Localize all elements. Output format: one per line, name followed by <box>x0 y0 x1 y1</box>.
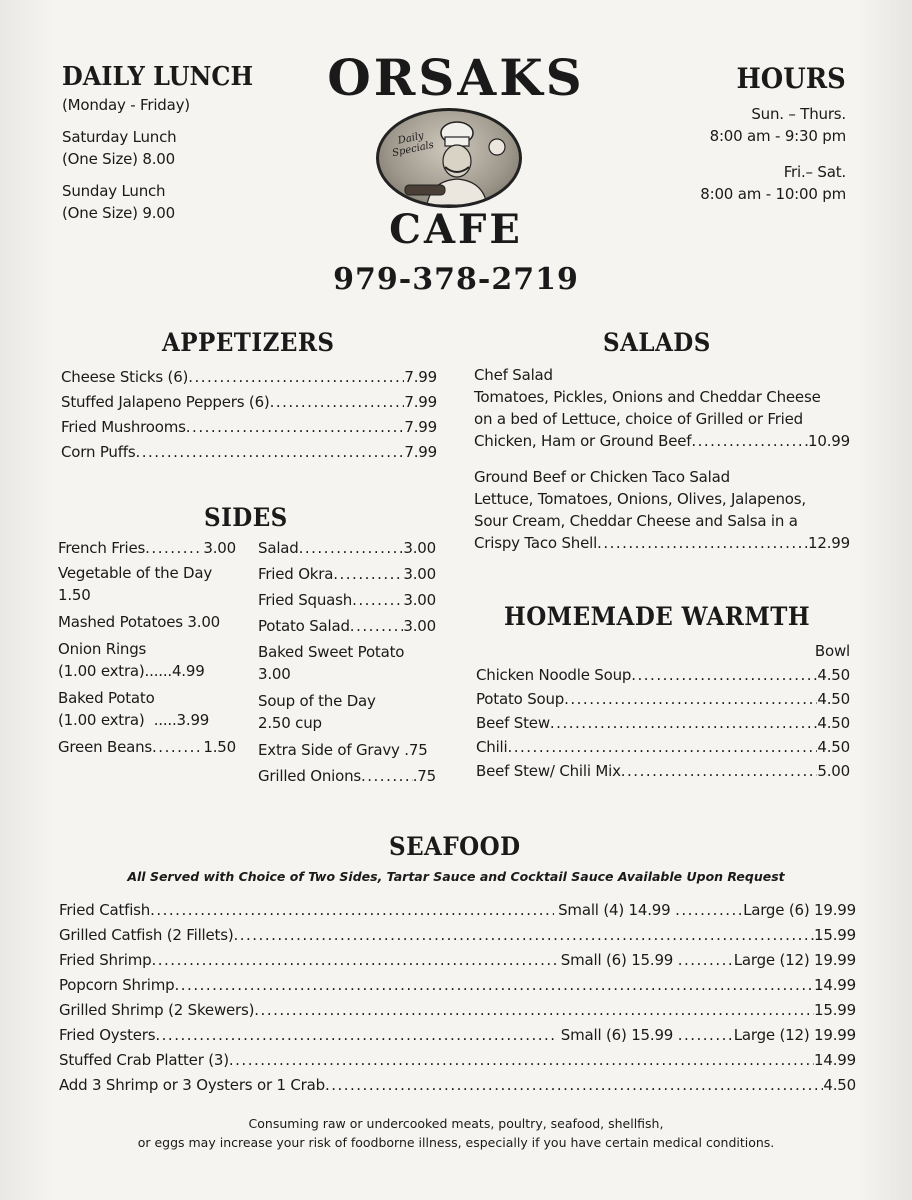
menu-item: Fried Okra ..... 3.00 <box>258 563 436 589</box>
menu-item: Corn Puffs ..... 7.99 <box>61 441 437 466</box>
menu-item: Stuffed Crab Platter (3) ..... 14.99 <box>59 1049 856 1074</box>
chef-salad-desc-1: Tomatoes, Pickles, Onions and Cheddar Cheese <box>474 388 821 406</box>
menu-item: Potato Soup ..... 4.50 <box>476 688 850 712</box>
salads-title: SALADS <box>603 328 711 357</box>
menu-item: Salad ..... 3.00 <box>258 537 436 563</box>
appetizers-title: APPETIZERS <box>162 328 335 357</box>
chef-salad-desc-2: on a bed of Lettuce, choice of Grilled or Fried <box>474 410 803 428</box>
menu-item: Green Beans ..... 1.50 <box>58 736 236 761</box>
daily-specials-badge: Daily Specials <box>391 130 435 160</box>
homemade-warmth-title: HOMEMADE WARMTH <box>504 602 811 631</box>
salads-list <box>474 364 850 554</box>
chef-salad-price-line: Chicken, Ham or Ground Beef ..... 10.99 <box>474 430 850 452</box>
menu-item: Vegetable of the Day <box>58 564 213 582</box>
menu-item: Fried Catfish ..... Small (4) 14.99 ..... Large (6) 19.99 <box>59 899 856 924</box>
disclaimer-line-2: or eggs may increase your risk of foodborne illness, especially if you have certain medical conditions. <box>137 1135 775 1150</box>
menu-item: Soup of the Day <box>258 692 376 710</box>
menu-item: Grilled Onions ..... .75 <box>258 765 436 790</box>
menu-item: Onion Rings <box>58 640 147 658</box>
menu-item: Popcorn Shrimp ..... 14.99 <box>59 974 856 999</box>
menu-item: Fried Mushrooms ..... 7.99 <box>61 416 437 441</box>
health-disclaimer <box>0 1114 912 1152</box>
hours-time-1: 8:00 am - 9:30 pm <box>709 127 846 145</box>
chef-logo-image <box>376 108 522 208</box>
menu-item: Stuffed Jalapeno Peppers (6) ..... 7.99 <box>61 391 437 416</box>
sides-title: SIDES <box>204 503 288 532</box>
menu-item: Grilled Shrimp (2 Skewers) ..... 15.99 <box>59 999 856 1024</box>
logo-subtitle: CAFE <box>389 206 523 253</box>
daily-lunch-block <box>62 62 270 224</box>
bowl-column-label: Bowl <box>814 642 850 660</box>
logo-title: ORSAKS <box>327 48 585 107</box>
menu-item: Grilled Catfish (2 Fillets) ..... 15.99 <box>59 924 856 949</box>
taco-salad-name: Ground Beef or Chicken Taco Salad <box>474 468 730 486</box>
chef-salad-name: Chef Salad <box>474 366 553 384</box>
hours-title: HOURS <box>736 62 846 95</box>
menu-item: Chili ..... 4.50 <box>476 736 850 760</box>
seafood-note: All Served with Choice of Two Sides, Tartar Sauce and Cocktail Sauce Available Upon Request <box>127 869 785 884</box>
menu-item: Fried Shrimp ..... Small (6) 15.99 ..... Large (12) 19.99 <box>59 949 856 974</box>
hours-time-2: 8:00 am - 10:00 pm <box>700 185 846 203</box>
sunday-lunch-label: Sunday Lunch <box>62 182 166 200</box>
menu-item: Baked Potato <box>58 689 155 707</box>
sides-right-column <box>258 537 436 790</box>
menu-item: Fried Oysters ..... Small (6) 15.99 ..... Large (12) 19.99 <box>59 1024 856 1049</box>
saturday-lunch-price: (One Size) 8.00 <box>62 150 175 168</box>
menu-item: Fried Squash ..... 3.00 <box>258 589 436 615</box>
hours-days-1: Sun. – Thurs. <box>751 105 846 123</box>
taco-salad-price-line: Crispy Taco Shell ..... 12.99 <box>474 532 850 554</box>
menu-item: Baked Sweet Potato <box>258 643 405 661</box>
homemade-warmth-list <box>476 664 850 784</box>
menu-item: Extra Side of Gravy .75 <box>258 741 428 759</box>
daily-lunch-title: DAILY LUNCH <box>62 62 254 92</box>
menu-item: Chicken Noodle Soup ..... 4.50 <box>476 664 850 688</box>
disclaimer-line-1: Consuming raw or undercooked meats, poultry, seafood, shellfish, <box>248 1116 664 1131</box>
menu-item: Cheese Sticks (6) ..... 7.99 <box>61 366 437 391</box>
seafood-list <box>59 899 856 1099</box>
appetizers-list <box>61 366 437 466</box>
menu-item: Mashed Potatoes 3.00 <box>58 613 221 631</box>
menu-item: French Fries ..... 3.00 <box>58 537 236 562</box>
menu-item: Add 3 Shrimp or 3 Oysters or 1 Crab ..... 4.50 <box>59 1074 856 1099</box>
chef-icon <box>379 111 519 205</box>
taco-salad-desc-1: Lettuce, Tomatoes, Onions, Olives, Jalapenos, <box>474 490 806 508</box>
phone-number[interactable]: 979-378-2719 <box>333 262 579 297</box>
taco-salad-desc-2: Sour Cream, Cheddar Cheese and Salsa in a <box>474 512 798 530</box>
sides-left-column <box>58 537 236 761</box>
menu-item: Potato Salad ..... 3.00 <box>258 615 436 641</box>
daily-lunch-subtitle: (Monday - Friday) <box>62 96 190 114</box>
menu-item: Beef Stew ..... 4.50 <box>476 712 850 736</box>
menu-item-price: 3.00 <box>258 665 291 683</box>
hours-block <box>700 62 846 205</box>
menu-item-price: (1.00 extra) .....3.99 <box>58 711 210 729</box>
sunday-lunch-price: (One Size) 9.00 <box>62 204 175 222</box>
menu-item-price: 1.50 <box>58 586 91 604</box>
hours-days-2: Fri.– Sat. <box>783 163 846 181</box>
menu-item-price: 2.50 cup <box>258 714 322 732</box>
menu-item-price: (1.00 extra)......4.99 <box>58 662 205 680</box>
saturday-lunch-label: Saturday Lunch <box>62 128 177 146</box>
menu-item: Beef Stew/ Chili Mix ..... 5.00 <box>476 760 850 784</box>
seafood-title: SEAFOOD <box>389 832 521 861</box>
